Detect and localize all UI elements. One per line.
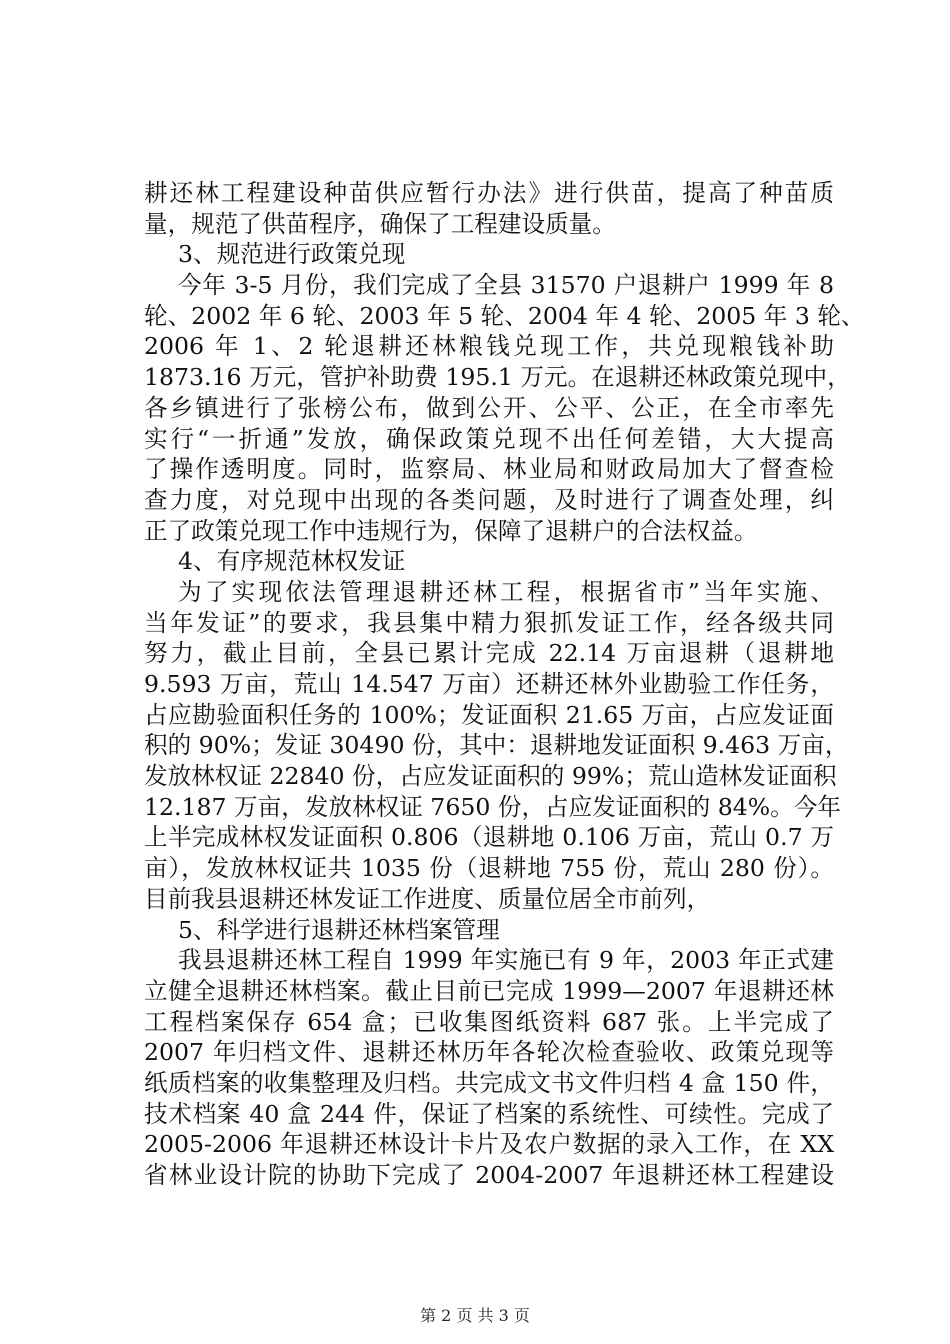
text-line: 立健全退耕还林档案。截止目前已完成 1999—2007 年退耕还林	[144, 976, 834, 1005]
text-line: 为了实现依法管理退耕还林工程，根据省市”当年实施、	[178, 577, 834, 606]
text-line: 2005-2006 年退耕还林设计卡片及农户数据的录入工作，在 XX	[144, 1130, 834, 1159]
text-line: 量，规范了供苗程序，确保了工程建设质量。	[144, 209, 616, 238]
text-line: 发放林权证 22840 份，占应发证面积的 99%；荒山造林发证面积	[144, 762, 837, 791]
text-line: 努力，截止目前，全县已累计完成 22.14 万亩退耕（退耕地	[144, 639, 834, 668]
text-line: 正了政策兑现工作中违规行为，保障了退耕户的合法权益。	[144, 516, 758, 545]
text-line: 4、有序规范林权发证	[178, 547, 406, 576]
text-line: 5、科学进行退耕还林档案管理	[178, 915, 500, 944]
text-line: 9.593 万亩，荒山 14.547 万亩）还耕还林外业勘验工作任务，	[144, 670, 834, 698]
document-body	[144, 178, 865, 1191]
text-line: 各乡镇进行了张榜公布，做到公开、公平、公正，在全市率先	[144, 393, 834, 422]
text-line: 上半完成林权发证面积 0.806（退耕地 0.106 万亩，荒山 0.7 万	[144, 823, 834, 852]
text-line: 目前我县退耕还林发证工作进度、质量位居全市前列，	[144, 884, 711, 913]
text-line: 我县退耕还林工程自 1999 年实施已有 9 年，2003 年正式建	[178, 946, 834, 975]
page-footer: 第 2 页 共 3 页	[420, 1306, 530, 1325]
text-line: 技术档案 40 盒 244 件，保证了档案的系统性、可续性。完成了	[144, 1099, 834, 1128]
text-line: 工程档案保存 654 盒；已收集图纸资料 687 张。上半完成了	[144, 1007, 834, 1036]
text-line: 当年发证”的要求，我县集中精力狠抓发证工作，经各级共同	[144, 608, 834, 637]
text-line: 纸质档案的收集整理及归档。共完成文书文件归档 4 盒 150 件，	[144, 1068, 834, 1097]
text-line: 1873.16 万元，管护补助费 195.1 万元。在退耕还林政策兑现中，	[144, 363, 851, 392]
text-line: 积的 90%；发证 30490 份，其中：退耕地发证面积 9.463 万亩，	[144, 731, 849, 760]
text-line: 占应勘验面积任务的 100%；发证面积 21.65 万亩，占应发证面	[144, 700, 834, 729]
text-line: 了操作透明度。同时，监察局、林业局和财政局加大了督查检	[144, 455, 834, 484]
text-line: 亩），发放林权证共 1035 份（退耕地 755 份，荒山 280 份）。	[144, 854, 834, 883]
text-line: 省林业设计院的协助下完成了 2004-2007 年退耕还林工程建设	[144, 1161, 834, 1189]
text-line: 2006 年 1、2 轮退耕还林粮钱兑现工作，共兑现粮钱补助	[144, 332, 834, 361]
text-line: 2007 年归档文件、退耕还林历年各轮次检查验收、政策兑现等	[144, 1038, 834, 1067]
text-line: 实行“一折通”发放，确保政策兑现不出任何差错，大大提高	[144, 424, 834, 453]
text-line: 12.187 万亩，发放林权证 7650 份，占应发证面积的 84%。今年	[144, 792, 841, 821]
text-line: 查力度，对兑现中出现的各类问题，及时进行了调查处理，纠	[144, 485, 834, 514]
text-line: 3、规范进行政策兑现	[178, 240, 406, 269]
text-line: 耕还林工程建设种苗供应暂行办法》进行供苗，提高了种苗质	[144, 179, 834, 207]
text-line: 今年 3-5 月份，我们完成了全县 31570 户退耕户 1999 年 8	[178, 271, 834, 300]
text-line: 轮、2002 年 6 轮、2003 年 5 轮、2004 年 4 轮、2005 年 3 轮、	[144, 301, 865, 330]
